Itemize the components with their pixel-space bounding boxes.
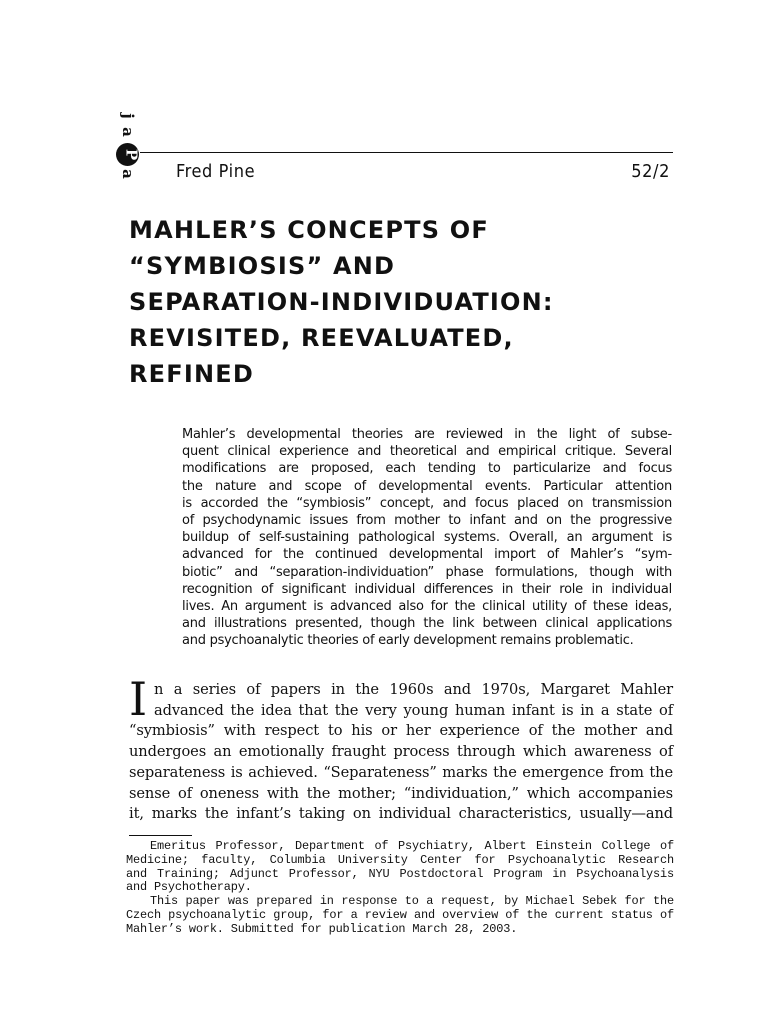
logo-letter-p: P <box>122 148 141 161</box>
footnote-line: and Training; Adjunct Professor, NYU Postdoctoral Program in Psychoanalysis <box>126 866 674 881</box>
journal-logo-letters <box>116 108 144 184</box>
footnote-line: Emeritus Professor, Department of Psychiatry, Albert Einstein College of <box>150 839 674 853</box>
abstract-line: buildup of self-sustaining pathological systems. Overall, an argument is <box>182 530 672 546</box>
footnote-line: and Psychotherapy. <box>126 880 252 895</box>
abstract-line: advanced for the continued developmental import of Mahler’s “sym- <box>182 547 672 563</box>
body-line: “symbiosis” with respect to his or her experience of the mother and <box>129 722 673 740</box>
title-line: SEPARATION-INDIVIDUATION: <box>129 288 554 316</box>
body-line: n a series of papers in the 1960s and 1970s, Margaret Mahler <box>154 681 673 698</box>
body-line: it, marks the infant’s taking on individual characteristics, usually—and <box>129 805 673 823</box>
abstract-line: biotic” and “separation-individuation” phase formulations, though with <box>182 564 672 580</box>
title-line: “SYMBIOSIS” AND <box>129 252 396 280</box>
footnote-line: Czech psychoanalytic group, for a review and overview of the current status of <box>126 907 674 922</box>
abstract-line: is accorded the “symbiosis” concept, and focus placed on transmission <box>182 495 672 511</box>
abstract <box>182 426 672 650</box>
logo-circle-p <box>116 143 139 166</box>
title-line: REFINED <box>129 360 255 388</box>
footnotes <box>126 840 674 937</box>
running-head-author: Fred Pine <box>176 161 256 182</box>
abstract-line: the nature and scope of developmental events. Particular attention <box>182 478 672 494</box>
abstract-line: Mahler’s developmental theories are reviewed in the light of subse- <box>182 427 672 442</box>
article-title <box>129 212 689 392</box>
abstract-line: and illustrations presented, though the link between clinical applications <box>182 616 672 632</box>
abstract-line: quent clinical experience and theoretical and empirical critique. Several <box>182 444 672 460</box>
logo-letter-a: a <box>119 127 137 137</box>
logo-letter-j: j <box>119 113 137 119</box>
footnote-rule <box>129 835 192 836</box>
drop-cap: I <box>129 672 148 726</box>
footnote-line: Medicine; faculty, Columbia University Center for Psychoanalytic Research <box>126 852 674 867</box>
logo-letter-a: a <box>119 169 137 179</box>
header-rule <box>140 152 673 153</box>
body-line: separateness is achieved. “Separateness” marks the emergence from the <box>129 763 673 781</box>
body-line: advanced the idea that the very young human infant is in a state of <box>154 701 673 719</box>
abstract-line: recognition of significant individual differences in their role in individual <box>182 581 672 597</box>
footnote-line: This paper was prepared in response to a request, by Michael Sebek for the <box>150 894 674 909</box>
abstract-line: modifications are proposed, each tending to particularize and focus <box>182 461 672 477</box>
abstract-line: of psychodynamic issues from mother to infant and on the progressive <box>182 513 672 529</box>
body-line: sense of oneness with the mother; “individuation,” which accompanies <box>129 784 673 802</box>
footnote-line: Mahler’s work. Submitted for publication March 28, 2003. <box>126 921 518 936</box>
body-line: undergoes an emotionally fraught process through which awareness of <box>129 743 673 761</box>
title-line: REVISITED, REEVALUATED, <box>129 324 514 352</box>
abstract-line: lives. An argument is advanced also for the clinical utility of these ideas, <box>182 599 672 615</box>
abstract-line: and psychoanalytic theories of early development remains problematic. <box>182 633 634 649</box>
journal-logo <box>114 108 150 184</box>
body-text <box>129 672 673 825</box>
running-head-issue: 52/2 <box>631 161 670 182</box>
title-line: MAHLER’S CONCEPTS OF <box>129 216 489 244</box>
